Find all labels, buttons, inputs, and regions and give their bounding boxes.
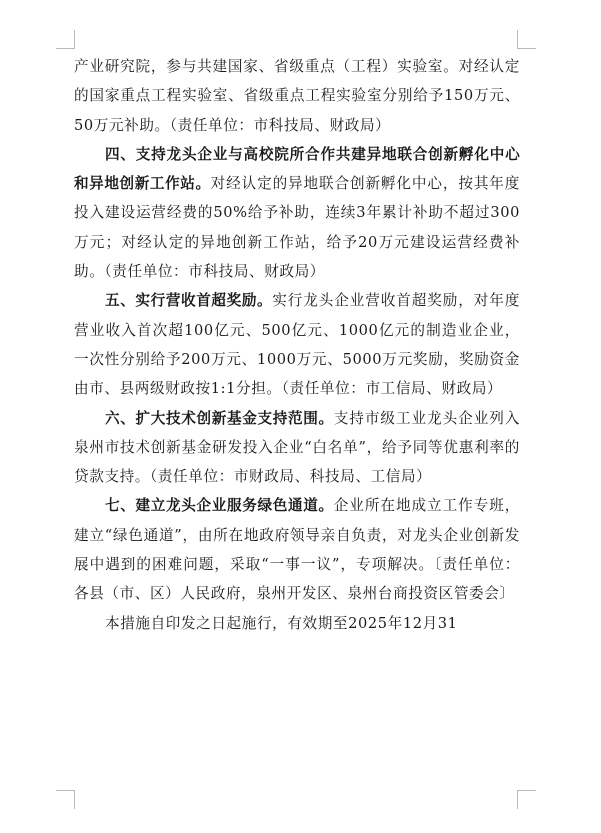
paragraph-effective-date [74, 609, 520, 638]
section-heading-6: 六、扩大技术创新基金支持范围。 [105, 409, 334, 427]
paragraph-item-7 [74, 491, 520, 608]
paragraph-body: 支持市级工业龙头企业列入泉州市技术创新基金研发投入企业“白名单”，给予同等优惠利率的贷款支持。（责任单位：市财政局、科技局、工信局） [74, 409, 520, 486]
crop-mark-bottom-left [56, 790, 75, 809]
paragraph-body: 本措施自印发之日起施行，有效期至2025年12月31 [105, 614, 458, 632]
crop-mark-top-left [56, 30, 75, 49]
paragraph-item-5 [74, 286, 520, 403]
crop-mark-bottom-right [517, 790, 536, 809]
section-heading-4: 四、支持龙头企业与高校院所合作共建异地联合创新孵化中心和异地创新工作站。 [74, 145, 520, 193]
paragraph-item-4 [74, 140, 520, 286]
section-heading-5: 五、实行营收首超奖励。 [105, 292, 273, 310]
crop-mark-top-right [517, 30, 536, 49]
document-body [74, 52, 520, 638]
paragraph-body: 产业研究院，参与共建国家、省级重点（工程）实验室。对经认定的国家重点工程实验室、省级重点工程实验室分别给予150万元、50万元补助。（责任单位：市科技局、财政局） [74, 58, 520, 134]
section-heading-7: 七、建立龙头企业服务绿色通道。 [105, 497, 334, 515]
paragraph-continued [74, 52, 520, 140]
paragraph-item-6 [74, 404, 520, 492]
paragraph-body: 对经认定的异地联合创新孵化中心，按其年度投入建设运营经费的50%给予补助，连续3年累计补助不超过300万元；对经认定的异地创新工作站，给予20万元建设运营经费补助。（责任单位：市科技局、财政局） [74, 175, 520, 281]
paragraph-body: 企业所在地成立工作专班，建立“绿色通道”，由所在地政府领导亲自负责，对龙头企业创新发展中遇到的困难问题，采取“一事一议”，专项解决。〔责任单位：各县（市、区）人民政府，泉州开发区、泉州台商投资区管委会〕 [74, 497, 520, 603]
paragraph-body: 实行龙头企业营收首超奖励，对年度营业收入首次超100亿元、500亿元、1000亿元的制造业企业，一次性分别给予200万元、1000万元、5000万元奖励，奖励资金由市、县两级财政按1:1分担。（责任单位：市工信局、财政局） [74, 292, 520, 398]
